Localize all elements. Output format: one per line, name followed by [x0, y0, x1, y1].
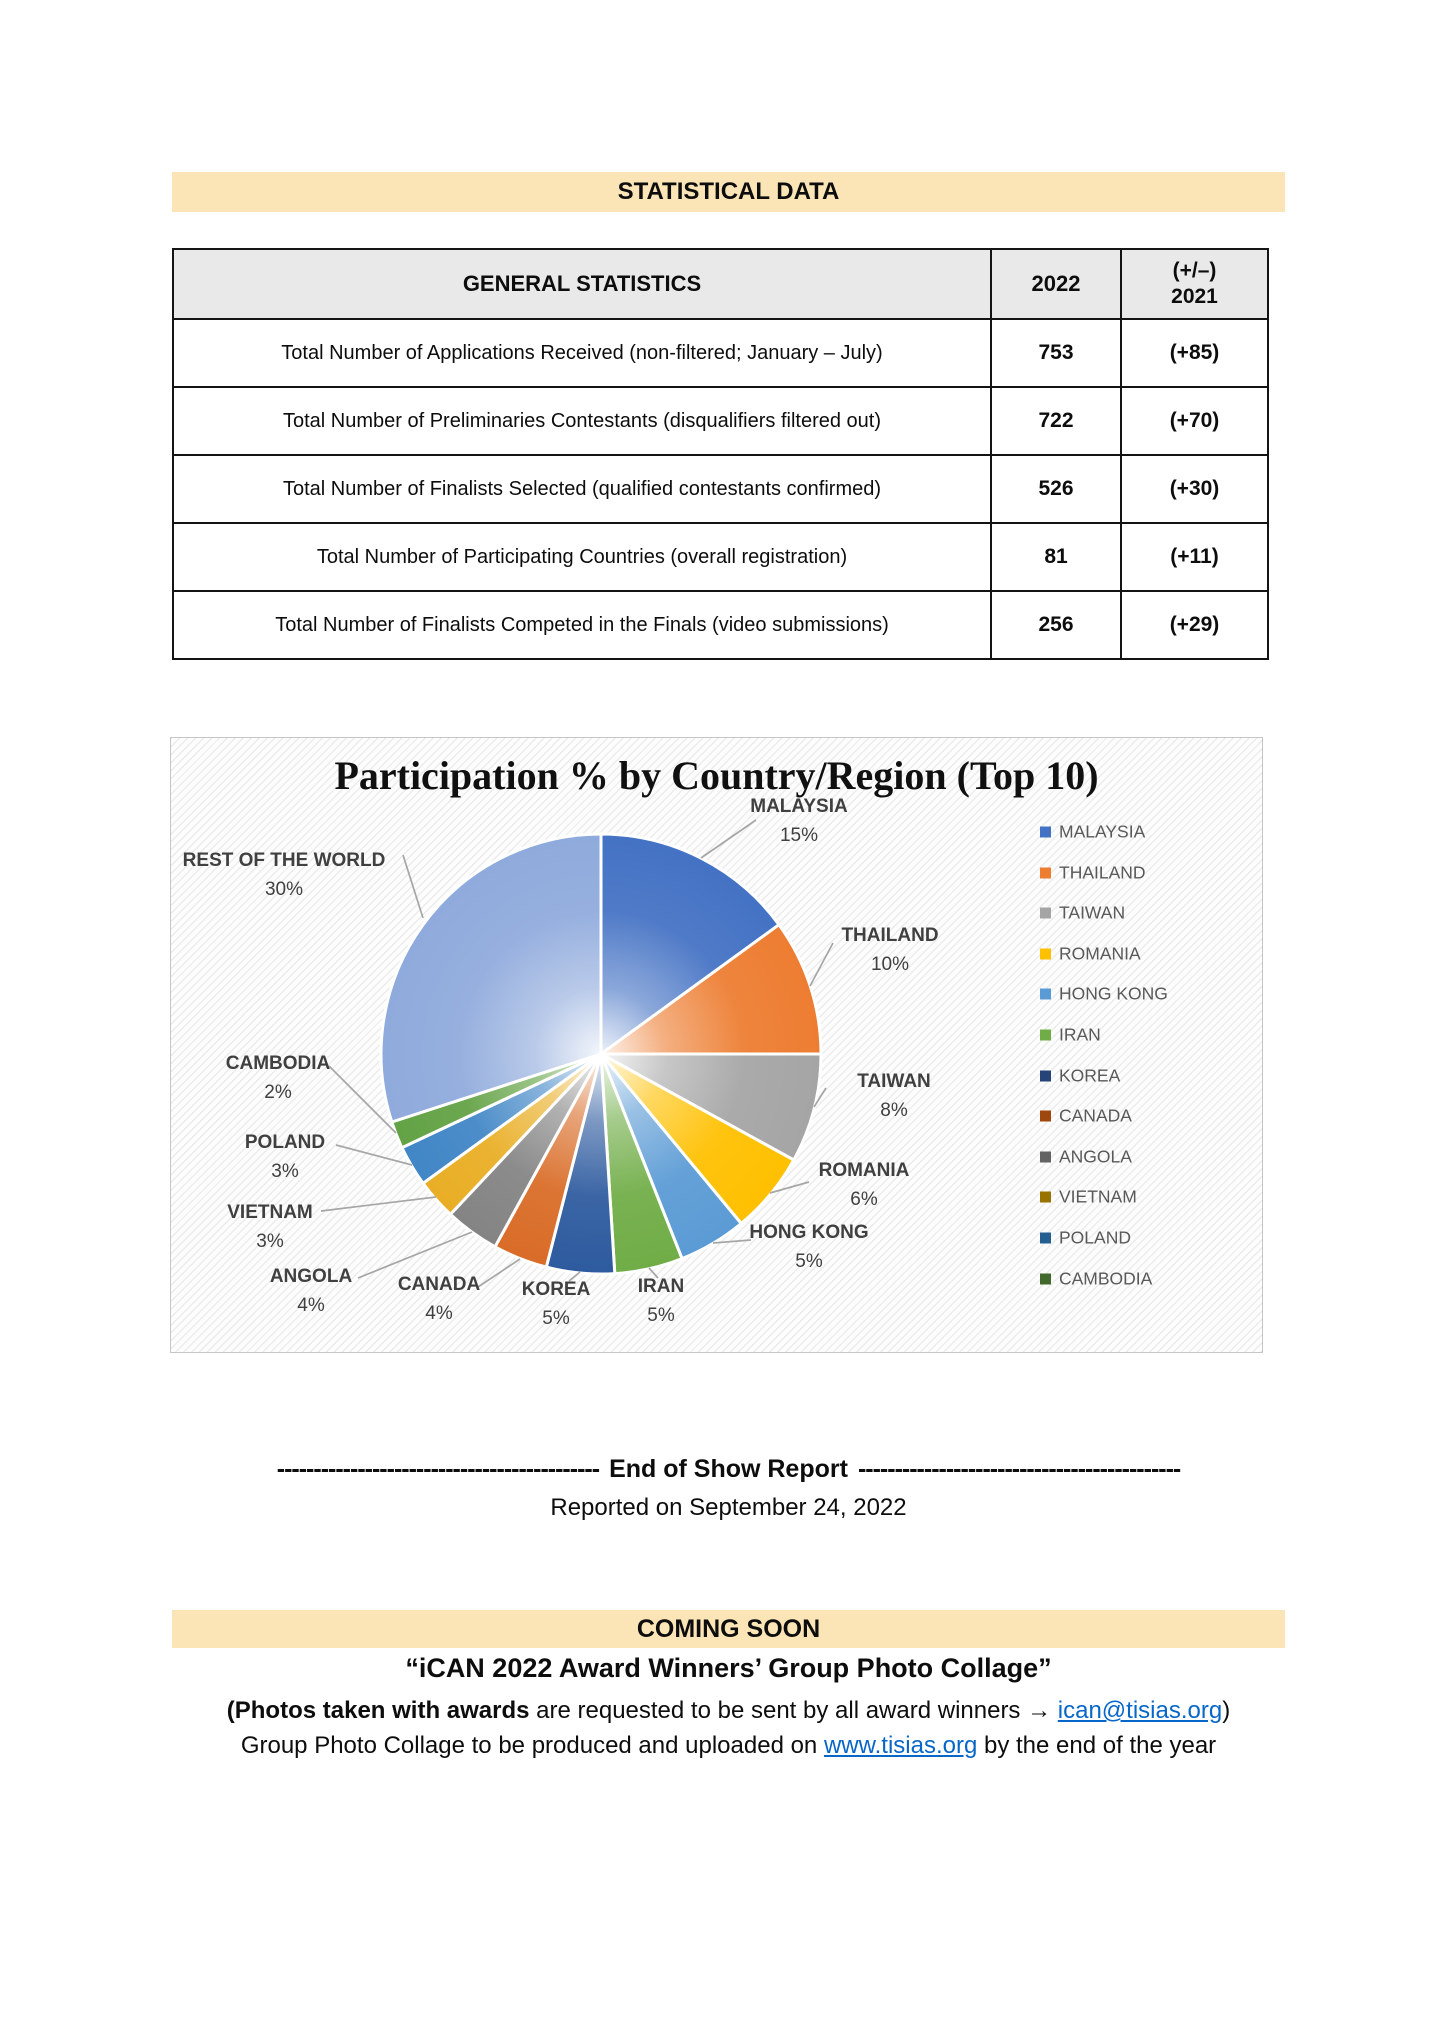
pie-label-percent: 10%	[870, 954, 910, 975]
legend-label: POLAND	[1059, 1227, 1131, 1248]
header-general-statistics: GENERAL STATISTICS	[173, 249, 991, 319]
pie-label-name: THAILAND	[841, 925, 939, 946]
table-row	[173, 387, 1268, 455]
website-link[interactable]: www.tisias.org	[823, 1732, 978, 1759]
pie-label-percent: 4%	[297, 1295, 325, 1316]
header-change-2021: (+/–) 2021	[1121, 249, 1268, 319]
pie-label-percent: 15%	[779, 825, 819, 846]
coming-soon-banner	[172, 1610, 1285, 1648]
pie-label-name: CAMBODIA	[225, 1053, 331, 1074]
pie-label-name: ROMANIA	[818, 1160, 910, 1181]
pie-label-percent: 5%	[795, 1251, 823, 1272]
statistical-data-title: STATISTICAL DATA	[617, 178, 840, 205]
statistical-data-banner	[172, 172, 1285, 212]
row-description: Total Number of Applications Received (non-filtered; January – July)	[173, 319, 991, 387]
legend-label: HONG KONG	[1059, 983, 1168, 1004]
pie-label-malaysia	[750, 792, 847, 850]
pie-label-canada	[398, 1270, 480, 1328]
pie-label-romania	[819, 1156, 910, 1214]
pie-label-taiwan	[857, 1067, 931, 1125]
legend-label: CANADA	[1059, 1105, 1132, 1126]
pie-center-highlight	[381, 834, 821, 1274]
legend-label: CAMBODIA	[1059, 1268, 1153, 1289]
slice-leader-line	[810, 943, 833, 986]
collage-upload-text-post: by the end of the year	[977, 1732, 1217, 1759]
reported-date-line: Reported on September 24, 2022	[550, 1494, 907, 1521]
pie-label-thailand	[841, 921, 938, 979]
pie-label-name: IRAN	[637, 1276, 685, 1297]
pie-label-percent: 30%	[264, 879, 304, 900]
pie-label-cambodia	[226, 1049, 331, 1107]
dashes-left: --------------------------------------------	[276, 1455, 600, 1483]
legend-label: TAIWAN	[1059, 902, 1126, 923]
legend-label: ROMANIA	[1059, 943, 1141, 964]
row-description: Total Number of Finalists Competed in the Finals (video submissions)	[173, 591, 991, 659]
pie-label-name: ANGOLA	[269, 1266, 353, 1287]
email-link[interactable]: ican@tisias.org	[1057, 1697, 1223, 1724]
participation-chart-panel	[170, 737, 1263, 1353]
collage-upload-text-pre: Group Photo Collage to be produced and uploaded on	[240, 1732, 824, 1759]
slice-leader-line	[321, 1197, 436, 1211]
pie-label-name: CANADA	[397, 1274, 481, 1295]
pie-label-name: POLAND	[244, 1132, 326, 1153]
pie-label-percent: 8%	[880, 1100, 908, 1121]
closing-paren: )	[1222, 1697, 1231, 1724]
photos-taken-bold-text: (Photos taken with awards	[226, 1697, 530, 1724]
pie-label-percent: 3%	[271, 1161, 299, 1182]
pie-label-percent: 3%	[256, 1231, 284, 1252]
photos-request-text: are requested to be sent by all award winners	[529, 1697, 1028, 1724]
pie-label-name: VIETNAM	[227, 1202, 313, 1223]
legend-label: VIETNAM	[1059, 1186, 1137, 1207]
pie-label-angola	[270, 1262, 352, 1320]
arrow-icon: →	[1027, 1697, 1052, 1724]
slice-leader-line	[478, 1259, 520, 1287]
legend-label: ANGOLA	[1059, 1146, 1132, 1167]
row-value-2022: 722	[991, 387, 1121, 455]
coming-soon-title: COMING SOON	[636, 1615, 821, 1643]
pie-label-percent: 4%	[425, 1303, 453, 1324]
pie-label-percent: 2%	[264, 1082, 292, 1103]
legend-label: THAILAND	[1059, 862, 1146, 883]
general-statistics-table	[172, 248, 1269, 660]
row-value-2022: 256	[991, 591, 1121, 659]
pie-label-hong-kong	[749, 1218, 868, 1276]
table-row	[173, 455, 1268, 523]
row-change-2021: (+85)	[1121, 319, 1268, 387]
photo-collage-heading: “iCAN 2022 Award Winners’ Group Photo Collage”	[405, 1653, 1052, 1683]
pie-label-vietnam	[227, 1198, 313, 1256]
pie-label-percent: 5%	[647, 1305, 675, 1326]
pie-label-name: TAIWAN	[857, 1071, 931, 1092]
legend-label: KOREA	[1059, 1065, 1121, 1086]
pie-label-name: REST OF THE WORLD	[182, 850, 386, 871]
slice-leader-line	[701, 820, 756, 858]
table-header-row	[173, 249, 1268, 319]
pie-label-name: HONG KONG	[749, 1222, 869, 1243]
pie-label-poland	[245, 1128, 325, 1186]
end-of-show-report-text: End of Show Report	[609, 1455, 848, 1483]
pie-label-percent: 5%	[542, 1308, 570, 1329]
photo-request-line	[172, 1697, 1285, 1725]
legend-label: MALAYSIA	[1059, 821, 1146, 842]
legend-label: IRAN	[1059, 1024, 1101, 1045]
table-body	[173, 319, 1268, 659]
pie-label-percent: 6%	[850, 1189, 878, 1210]
pie-label-name: KOREA	[521, 1279, 591, 1300]
row-value-2022: 81	[991, 523, 1121, 591]
pie-label-korea	[522, 1275, 591, 1333]
dashes-right: --------------------------------------------	[857, 1455, 1181, 1483]
end-of-show-report-line	[172, 1455, 1285, 1484]
row-change-2021: (+11)	[1121, 523, 1268, 591]
pie-label-name: MALAYSIA	[750, 796, 848, 817]
collage-upload-line	[172, 1732, 1285, 1760]
table-row	[173, 523, 1268, 591]
row-description: Total Number of Finalists Selected (qualified contestants confirmed)	[173, 455, 991, 523]
row-description: Total Number of Preliminaries Contestants (disqualifiers filtered out)	[173, 387, 991, 455]
row-change-2021: (+29)	[1121, 591, 1268, 659]
table-row	[173, 591, 1268, 659]
row-change-2021: (+70)	[1121, 387, 1268, 455]
table-row	[173, 319, 1268, 387]
header-year-2022: 2022	[991, 249, 1121, 319]
chart-title: Participation % by Country/Region (Top 10)	[334, 753, 1099, 798]
row-value-2022: 753	[991, 319, 1121, 387]
pie-label-iran	[638, 1272, 684, 1330]
pie-label-rest-of-the-world	[183, 846, 386, 904]
slice-leader-line	[403, 855, 423, 918]
row-description: Total Number of Participating Countries (overall registration)	[173, 523, 991, 591]
row-value-2022: 526	[991, 455, 1121, 523]
row-change-2021: (+30)	[1121, 455, 1268, 523]
